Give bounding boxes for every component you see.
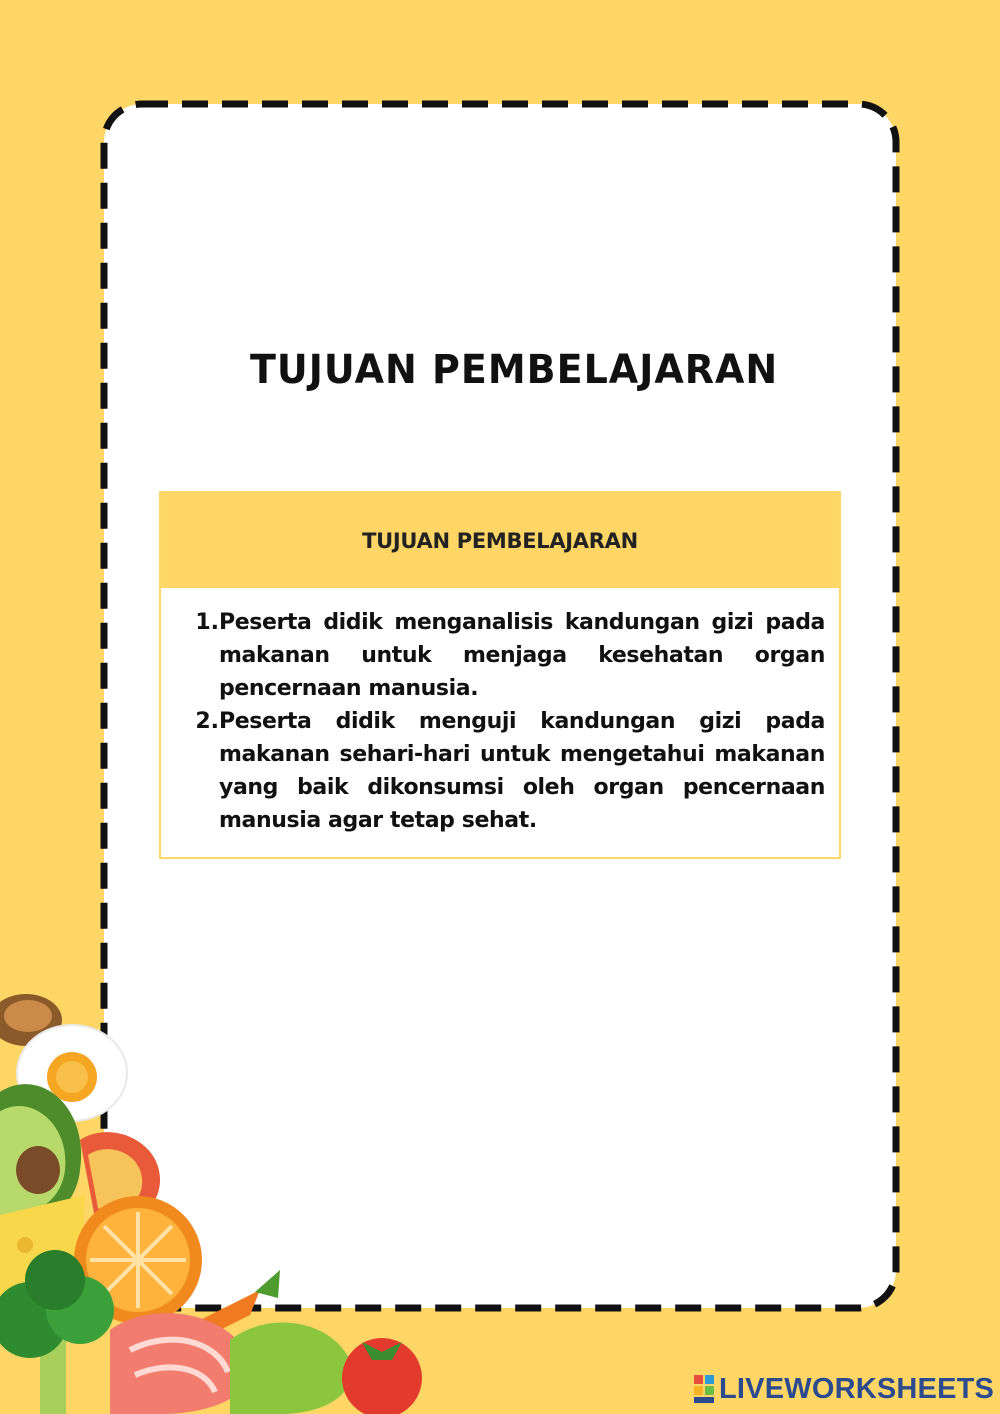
liveworksheets-logo-icon (693, 1374, 715, 1404)
goals-header (161, 493, 839, 588)
goals-header-label: TUJUAN PEMBELAJARAN (362, 528, 638, 553)
vegetables-fruits-illustration (0, 980, 460, 1414)
list-item-number: 1. (195, 610, 219, 635)
list-item (187, 606, 825, 705)
goals-list (187, 606, 825, 837)
list-item-number: 2. (195, 709, 219, 734)
list-item-text: Peserta didik menganalisis kandungan gizi pada makanan untuk menjaga kesehatan organ pencernaan manusia. (219, 610, 825, 701)
list-item (187, 705, 825, 837)
page-title: TUJUAN PEMBELAJARAN (250, 346, 779, 393)
learning-goals-box (159, 491, 841, 859)
brand-text: LIVEWORKSHEETS (719, 1372, 995, 1405)
list-item-text: Peserta didik menguji kandungan gizi pada makanan sehari-hari untuk mengetahui makanan yang baik dikonsumsi oleh organ pencernaan manusia agar tetap sehat. (219, 709, 825, 833)
brand-watermark (693, 1372, 994, 1406)
